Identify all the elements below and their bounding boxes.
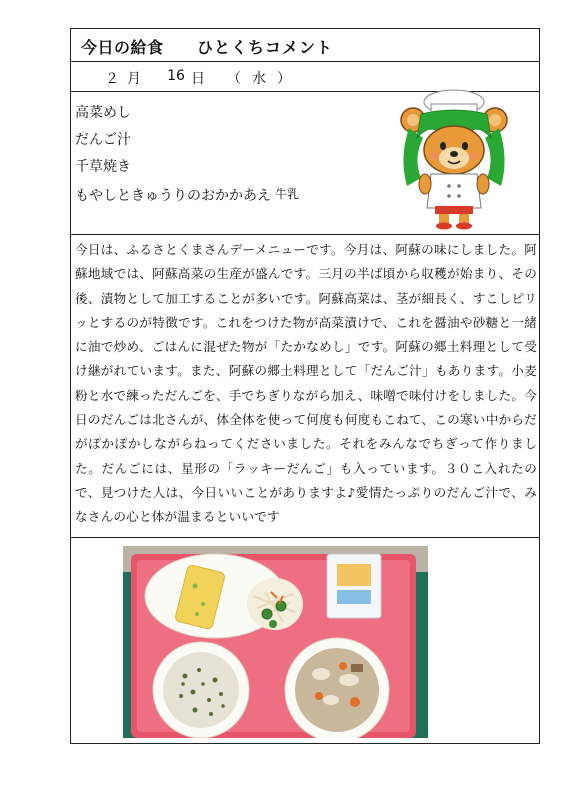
menu-item bbox=[75, 150, 375, 177]
date-open-paren: （ bbox=[227, 71, 241, 87]
menu-list bbox=[75, 96, 375, 204]
menu-item-label: もやしときゅうりのおかかあえ bbox=[75, 188, 271, 204]
menu-item bbox=[75, 123, 375, 150]
menu-item-label: 高菜めし bbox=[75, 105, 131, 121]
menu-drink: 牛乳 bbox=[275, 187, 300, 201]
page-subtitle: ひとくちコメント bbox=[197, 38, 334, 57]
date-day: 16 bbox=[167, 68, 185, 84]
menu-item bbox=[75, 96, 375, 123]
chef-mascot-illustration bbox=[399, 88, 509, 230]
menu-item bbox=[75, 177, 375, 204]
menu-item-label: 千草焼き bbox=[75, 159, 131, 175]
photo-row bbox=[71, 538, 539, 745]
comment-row bbox=[71, 235, 539, 538]
date bbox=[97, 68, 297, 88]
date-close-paren: ） bbox=[277, 71, 291, 87]
lunch-sheet bbox=[70, 28, 540, 744]
lunch-tray-photo bbox=[123, 546, 428, 738]
page-title: 今日の給食 bbox=[81, 38, 164, 57]
comment-text: 今日は、ふるさとくまさんデーメニューです。今月は、阿蘇の味にしました。阿蘇地域では、阿蘇高菜の生産が盛んです。三月の半ば頃から収穫が始まり、その後、漬物として加工することが多いです。阿蘇高菜は、茎が細長く、すこしピリッとするのが特徴です。これをつけた物が高菜漬けで、これを醤油や砂糖と一緒に油で炒め、ごはんに混ぜた物が「たかなめし」です。阿蘇の郷土料理として受け継がれています。また、阿蘇の郷土料理として「だんご汁」もあります。小麦粉と水で練っただんごを、手でちぎりながら加え、味噌で味付けをしました。今日のだんごは北さんが、体全体を使って何度も何度もこねて、この寒い中からだがぽかぽかしながらねってくださいました。それをみんなでちぎって作りました。だんごには、星形の「ラッキーだんご」も入っています。３０こ入れたので、見つけた人は、今日いいことがありますよ♪愛情たっぷりのだんご汁で、みなさんの心と体が温まるといいです bbox=[75, 242, 537, 525]
date-month-unit: 月 bbox=[127, 71, 141, 87]
title-row bbox=[71, 29, 539, 62]
date-weekday: 水 bbox=[252, 71, 266, 87]
date-month: ２ bbox=[105, 71, 119, 87]
date-day-unit: 日 bbox=[191, 71, 205, 87]
menu-item-label: だんご汁 bbox=[75, 132, 131, 148]
menu-row bbox=[71, 92, 539, 235]
